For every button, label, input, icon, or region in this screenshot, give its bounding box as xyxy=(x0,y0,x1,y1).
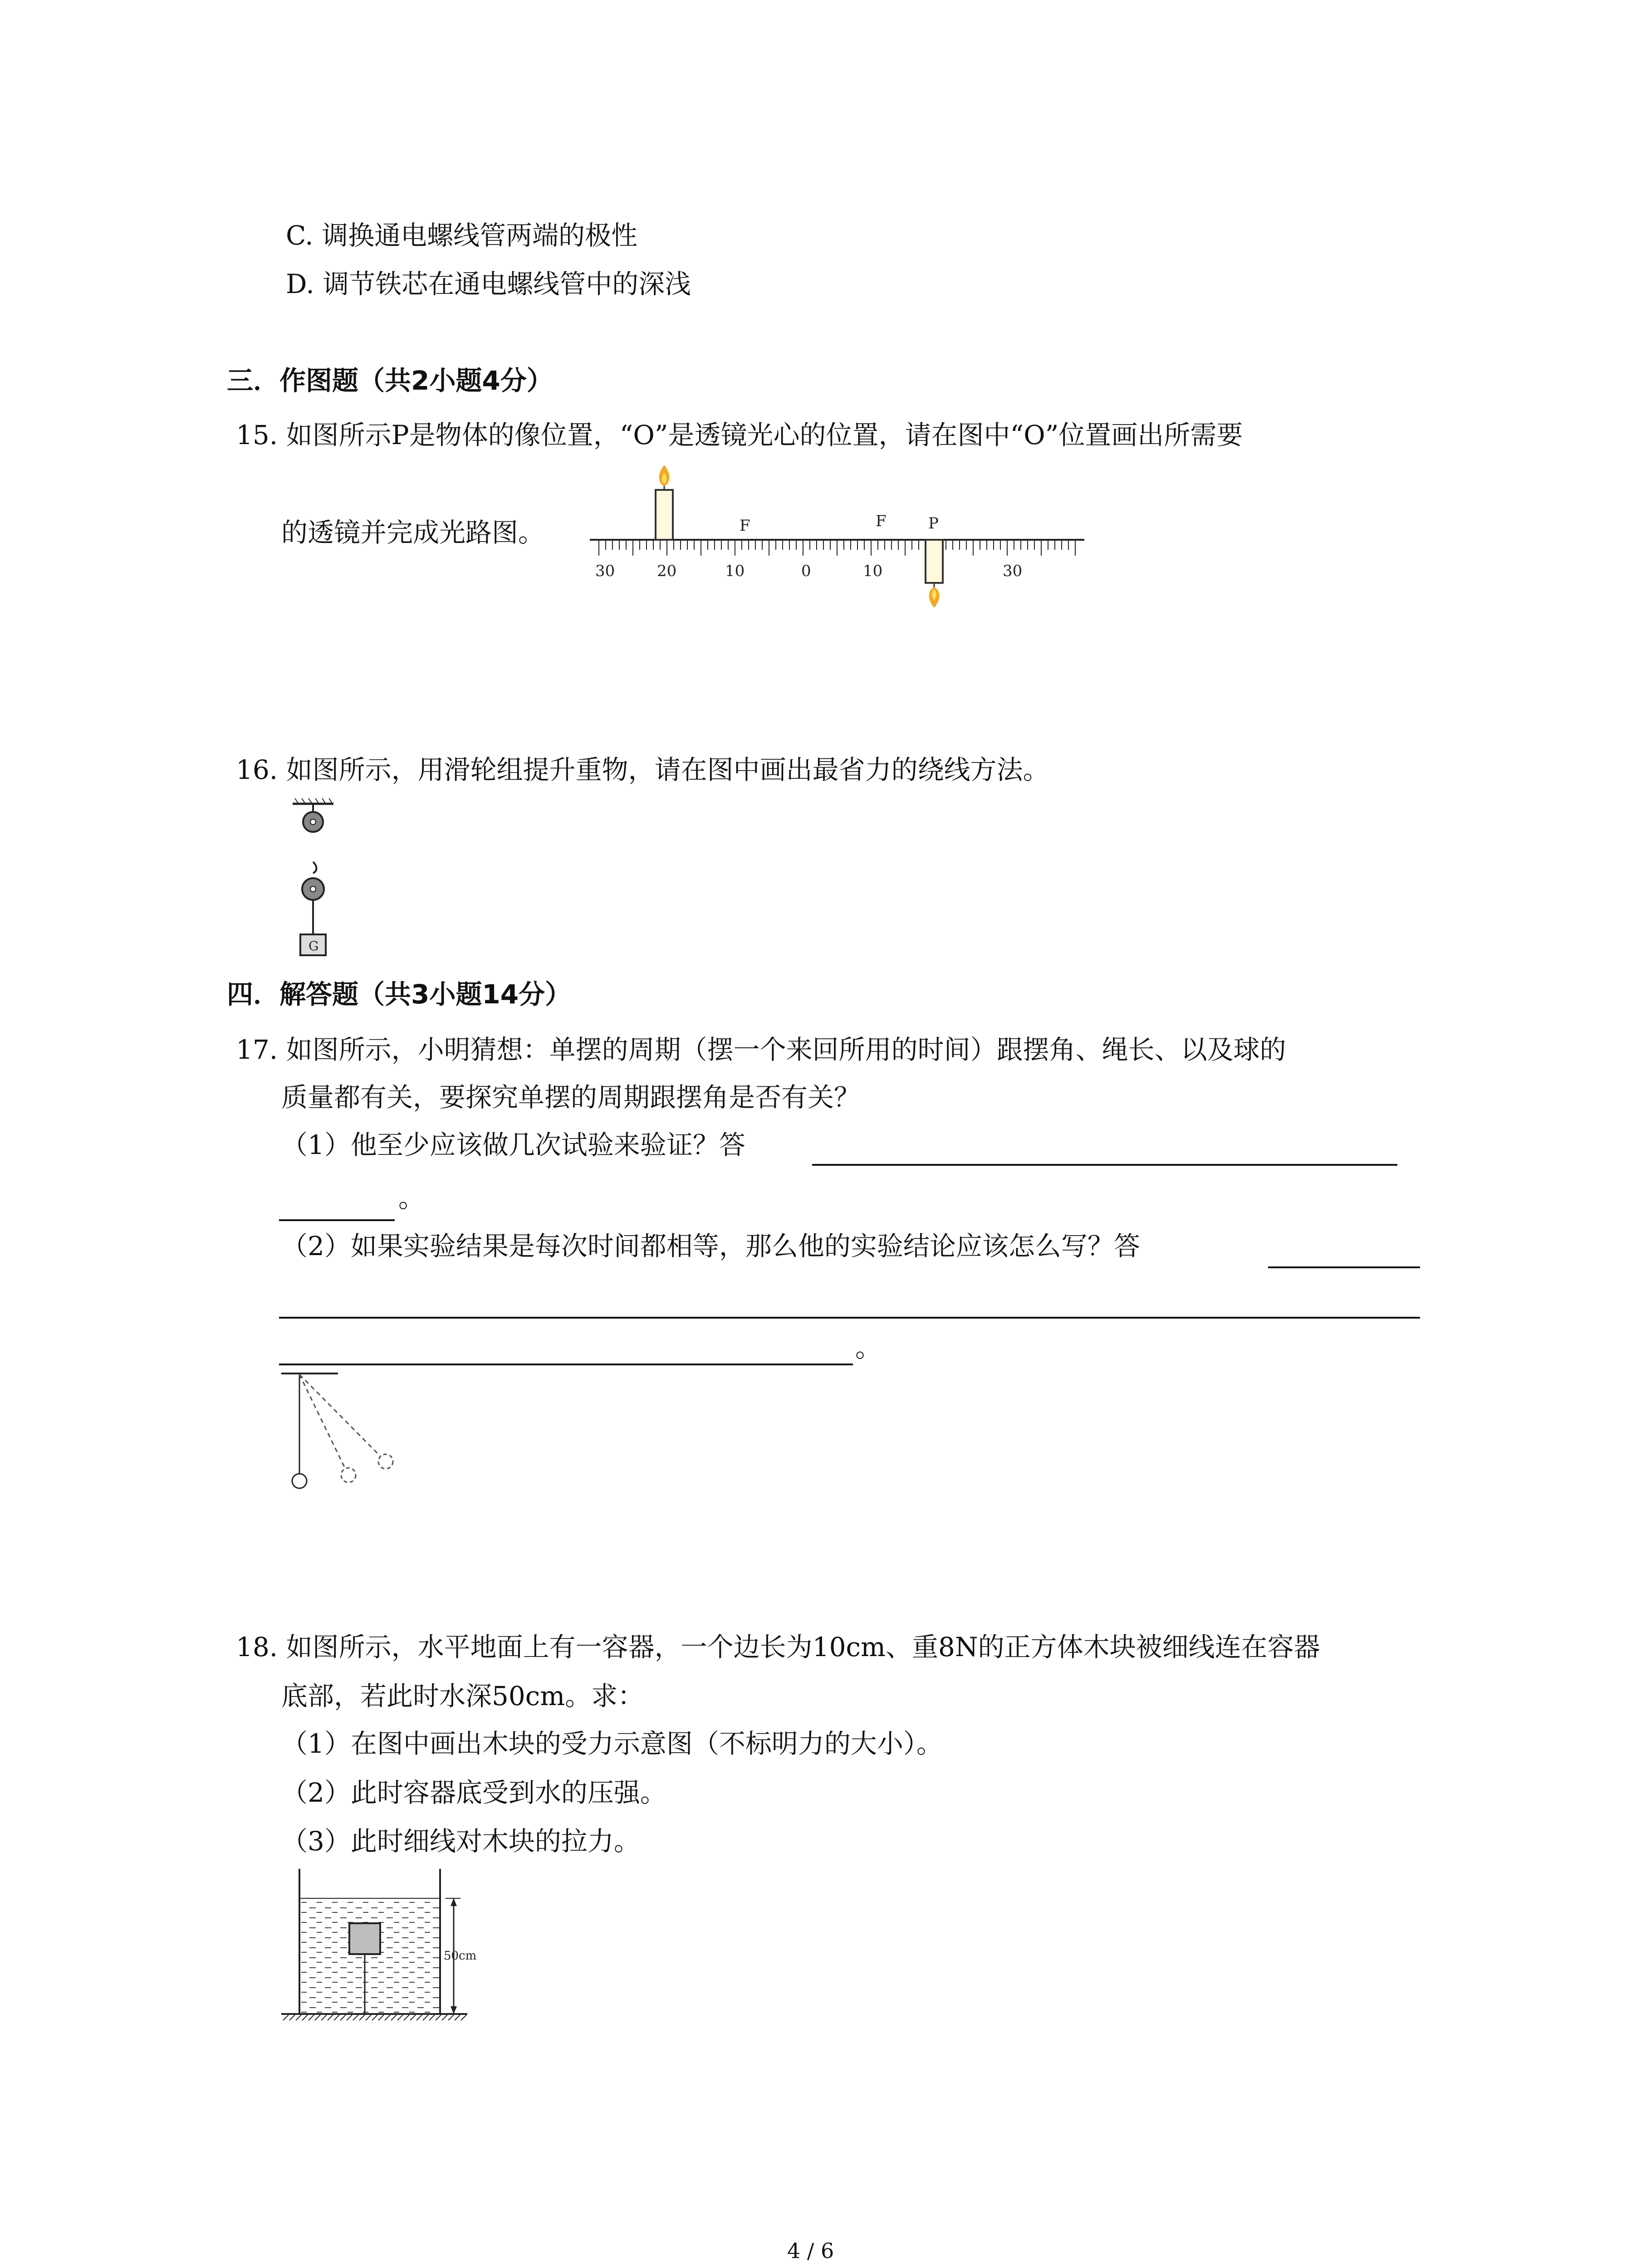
ground-hatch xyxy=(423,2015,428,2020)
q18-sub3: （3）此时细线对木块的拉力。 xyxy=(281,1826,640,1857)
ground-hatch xyxy=(359,2015,365,2020)
ground-hatch xyxy=(397,2015,403,2020)
q17-line1: 17. 如图所示，小明猜想：单摆的周期（摆一个来回所用的时间）跟摆角、绳长、以及球的 xyxy=(236,1034,1286,1065)
ground-hatch xyxy=(404,2015,409,2020)
ground-hatch xyxy=(436,2015,441,2020)
q18-line1: 18. 如图所示，水平地面上有一容器，一个边长为10cm、重8N的正方体木块被细线连在容器 xyxy=(236,1632,1320,1662)
ground-hatch xyxy=(321,2015,327,2020)
ruler-label-0: 0 xyxy=(801,562,811,580)
q17-sub1-end: 。 xyxy=(398,1183,425,1213)
ground-hatch xyxy=(366,2015,371,2020)
ground-hatch xyxy=(347,2015,352,2020)
weight-label: G xyxy=(309,938,319,953)
ground-hatch xyxy=(353,2015,358,2020)
q18-container-figure xyxy=(277,1864,481,2028)
ground-hatch xyxy=(391,2015,397,2020)
candle-object xyxy=(656,465,673,540)
ground-hatch xyxy=(328,2015,333,2020)
q17-sub2: （2）如果实验结果是每次时间都相等，那么他的实验结论应该怎么写？答 xyxy=(281,1231,1140,1261)
candle-image-p xyxy=(926,540,943,608)
q17-sub2-end: 。 xyxy=(855,1332,882,1363)
water-depth-label: 50cm xyxy=(444,1949,477,1963)
q17-line2: 质量都有关，要探究单摆的周期跟摆角是否有关？ xyxy=(281,1082,861,1113)
q18-line2: 底部，若此时水深50cm。求： xyxy=(281,1681,644,1711)
q17-answer1-blank[interactable] xyxy=(812,1164,1397,1166)
q16-pulley-figure xyxy=(290,798,336,962)
q18-sub1: （1）在图中画出木块的受力示意图（不标明力的大小）。 xyxy=(281,1728,943,1759)
ruler-label-10-left: 10 xyxy=(725,562,745,580)
ground-hatch xyxy=(302,2015,308,2020)
ground-hatch xyxy=(289,2015,295,2020)
ground-hatch xyxy=(315,2015,320,2020)
ground-hatch xyxy=(416,2015,422,2020)
ground-hatch xyxy=(372,2015,377,2020)
q17-answer2-blank[interactable] xyxy=(1268,1266,1420,1268)
q15-line1: 15. 如图所示P是物体的像位置，“O”是透镜光心的位置，请在图中“O”位置画出所需要 xyxy=(236,420,1243,450)
q18-sub2: （2）此时容器底受到水的压强。 xyxy=(281,1777,666,1808)
q17-sub1: （1）他至少应该做几次试验来验证？答 xyxy=(281,1129,745,1160)
q17-answer2-blank-line3[interactable] xyxy=(279,1364,853,1365)
q17-answer1-blank-cont[interactable] xyxy=(279,1219,395,1221)
ground-hatch xyxy=(410,2015,416,2020)
ground-hatch xyxy=(296,2015,301,2020)
q17-pendulum-figure xyxy=(277,1370,413,1492)
page-number: 4 / 6 xyxy=(787,2239,834,2263)
option-d: D. 调节铁芯在通电螺线管中的深浅 xyxy=(286,269,691,299)
ground-hatch xyxy=(334,2015,339,2020)
ground-hatch xyxy=(461,2015,466,2020)
q15-line2: 的透镜并完成光路图。 xyxy=(281,517,545,548)
section-4-heading: 四．解答题（共3小题14分） xyxy=(227,979,572,1010)
option-c: C. 调换通电螺线管两端的极性 xyxy=(286,220,638,251)
ruler-label-10-right: 10 xyxy=(863,562,883,580)
ground-hatch xyxy=(448,2015,454,2020)
image-point-label: P xyxy=(928,514,939,533)
ruler-label-30-right: 30 xyxy=(1003,562,1023,580)
focal-point-left-label: F xyxy=(740,517,750,535)
ground-hatch xyxy=(385,2015,390,2020)
section-3-heading: 三．作图题（共2小题4分） xyxy=(227,365,553,396)
focal-point-right-label: F xyxy=(876,512,887,530)
ground-hatch xyxy=(378,2015,384,2020)
ground-hatch xyxy=(442,2015,447,2020)
q17-answer2-blank-line2[interactable] xyxy=(279,1317,1420,1319)
ground-hatch xyxy=(340,2015,346,2020)
q16-line1: 16. 如图所示，用滑轮组提升重物，请在图中画出最省力的绕线方法。 xyxy=(236,754,1049,785)
ruler-label-30-left: 30 xyxy=(595,562,615,580)
ruler-label-20-left: 20 xyxy=(657,562,677,580)
ground-hatch xyxy=(455,2015,460,2020)
ground-hatch xyxy=(309,2015,314,2020)
wood-block xyxy=(349,1923,380,1954)
q15-optical-bench-figure xyxy=(581,463,1098,617)
ground-hatch xyxy=(429,2015,435,2020)
ground-hatch xyxy=(283,2015,289,2020)
